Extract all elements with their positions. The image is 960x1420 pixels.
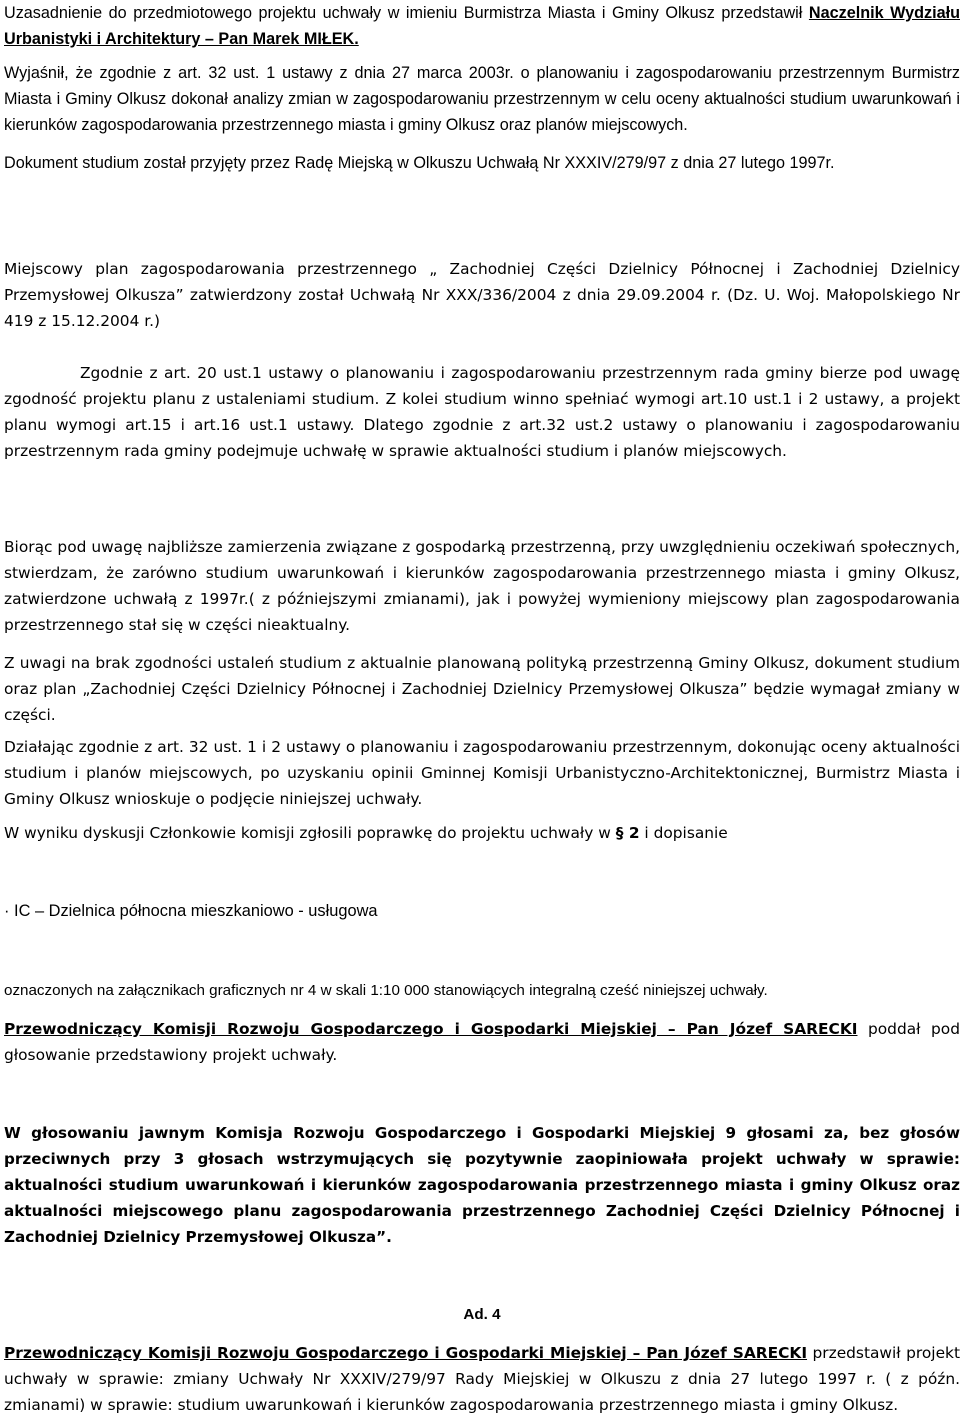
amendment-bullet: · IC – Dzielnica północna mieszkaniowo - usługowa	[4, 902, 378, 920]
explanation-paragraph: Wyjaśnił, że zgodnie z art. 32 ust. 1 ustawy z dnia 27 marca 2003r. o planowaniu i zagospodarowaniu przestrzennym Burmistrz Miasta i Gminy Olkusz dokonał analizy zmian w zagospodarowaniu przestrzennym w celu oceny aktualności studium uwarunkowań i kierunków zagospodarowania przestrzennego miasta i gminy Olkusz oraz planów miejscowych.	[4, 64, 960, 134]
compliance-paragraph-text: Zgodnie z art. 20 ust.1 ustawy o planowaniu i zagospodarowaniu przestrzennym rada gminy bierze pod uwagę zgodność projektu planu z ustaleniami studium. Z kolei studium winno spełniać wymogi art.10 ust.1 i 2 ustawy, a projekt planu wymogi art.15 i art.16 ust.1 ustawy. Dlatego zgodnie z art.32 ust.2 ustawy o planowaniu i zagospodarowaniu przestrzennym rada gminy podejmuje uchwałę w sprawie aktualności studium i planów miejscowych.	[4, 364, 960, 460]
presenter-name: Naczelnik Wydziału Urbanistyki i Architektury – Pan Marek MIŁEK.	[4, 4, 960, 48]
section-symbol: § 2	[615, 824, 640, 842]
discussion-paragraph	[4, 820, 960, 846]
agenda-item-paragraph	[4, 1340, 960, 1418]
attachments-paragraph: oznaczonych na załącznikach graficznych nr 4 w skali 1:10 000 stanowiących integralną cześć niniejszej uchwały.	[4, 982, 768, 999]
study-adoption-paragraph: Dokument studium został przyjęty przez Radę Miejską w Olkuszu Uchwałą Nr XXXIV/279/97 z dnia 27 lutego 1997r.	[4, 154, 835, 172]
vote-call-text: poddał pod głosowanie przedstawiony projekt uchwały.	[4, 1020, 960, 1064]
agenda-item-heading: Ad. 4	[463, 1306, 501, 1323]
vote-call-paragraph	[4, 1016, 960, 1068]
agenda-item-text: przedstawił projekt uchwały w sprawie: zmiany Uchwały Nr XXXIV/279/97 Rady Miejskiej w Olkuszu z dnia 27 lutego 1997 r. ( z późn. zmianami) w sprawie: studium uwarunkowań i kierunków zagospodarowania przestrzennego miasta i gminy Olkusz.	[4, 1344, 960, 1414]
discussion-text: W wyniku dyskusji Członkowie komisji zgłosili poprawkę do projektu uchwały w	[4, 824, 611, 842]
intro-paragraph	[4, 0, 960, 52]
local-plan-paragraph: Miejscowy plan zagospodarowania przestrzennego „ Zachodniej Części Dzielnicy Północnej i Zachodniej Dzielnicy Przemysłowej Olkusza” zatwierdzony został Uchwałą Nr XXX/336/2004 z dnia 29.09.2004 r. (Dz. U. Woj. Małopolskiego Nr 419 z 15.12.2004 r.)	[4, 260, 960, 330]
discussion-tail: i dopisanie	[639, 824, 728, 842]
inconsistency-paragraph: Z uwagi na brak zgodności ustaleń studium z aktualnie planowaną polityką przestrzenną Gminy Olkusz, dokument studium oraz plan „Zachodniej Części Dzielnicy Północnej i Zachodniej Dzielnicy Przemysłowej Olkusza” będzie wymagał zmiany w części.	[4, 654, 960, 724]
chairman-name-2: Przewodniczący Komisji Rozwoju Gospodarczego i Gospodarki Miejskiej – Pan Józef SARECKI	[4, 1344, 808, 1362]
action-paragraph: Działając zgodnie z art. 32 ust. 1 i 2 ustawy o planowaniu i zagospodarowaniu przestrzennym, dokonując oceny aktualności studium i planów miejscowych, po uzyskaniu opinii Gminnej Komisji Urbanistyczno-Architektonicznej, Burmistrz Miasta i Gminy Olkusz wnioskuje o podjęcie niniejszej uchwały.	[4, 738, 960, 808]
chairman-name: Przewodniczący Komisji Rozwoju Gospodarczego i Gospodarki Miejskiej – Pan Józef SARECKI	[4, 1020, 858, 1038]
vote-result-paragraph: W głosowaniu jawnym Komisja Rozwoju Gospodarczego i Gospodarki Miejskiej 9 głosami za, bez głosów przeciwnych przy 3 głosach wstrzymujących się pozytywnie zaopiniowała projekt uchwały w sprawie: aktualności studium uwarunkowań i kierunków zagospodarowania przestrzennego miasta i gminy Olkusz oraz aktualności miejscowego planu zagospodarowania przestrzennego Zachodniej Części Dzielnicy Północnej i Zachodniej Dzielnicy Przemysłowej Olkusza”.	[4, 1124, 960, 1246]
intro-text: Uzasadnienie do przedmiotowego projektu uchwały w imieniu Burmistrza Miasta i Gminy Olkusz przedstawił	[4, 4, 803, 22]
assessment-paragraph: Biorąc pod uwagę najbliższe zamierzenia związane z gospodarką przestrzenną, przy uwzględnieniu oczekiwań społecznych, stwierdzam, że zarówno studium uwarunkowań i kierunków zagospodarowania przestrzennego miasta i gminy Olkusz, zatwierdzone uchwałą z 1997r.( z późniejszymi zmianami), jak i powyżej wymieniony miejscowy plan zagospodarowania przestrzennego stał się w części nieaktualny.	[4, 538, 960, 634]
